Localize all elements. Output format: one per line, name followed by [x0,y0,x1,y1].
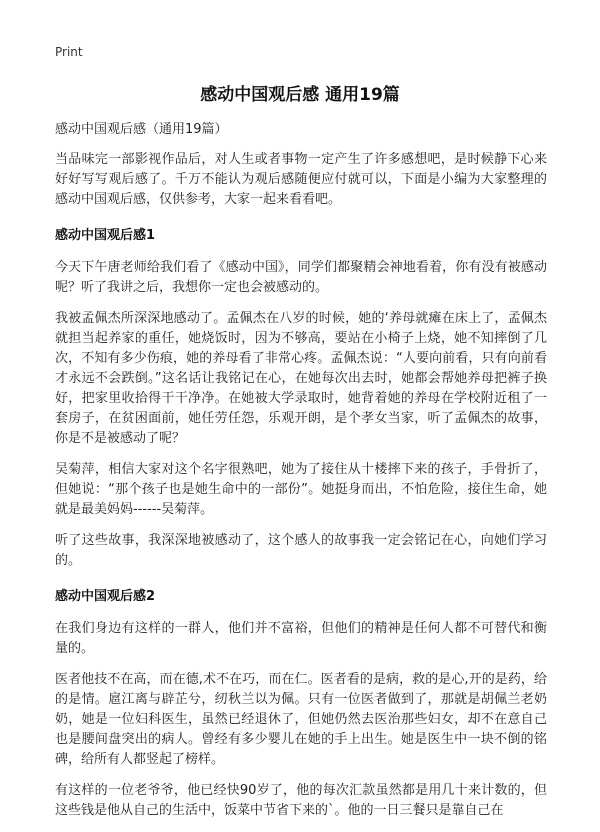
print-link[interactable]: Print [55,45,83,59]
section-1-paragraph-3: 吴菊萍，相信大家对这个名字很熟吧，她为了接住从十楼摔下来的孩子，手骨折了，但她说：“那个孩子也是她生命中的一部份”。她挺身而出，不怕危险，接住生命，她就是最美妈妈------吴菊萍。 [55,462,547,517]
section-2-paragraph-1: 在我们身边有这样的一群人，他们并不富裕，但他们的精神是任何人都不可替代和衡量的。 [55,621,547,656]
section-1-paragraph-1: 今天下午唐老师给我们看了《感动中国》，同学们都聚精会神地看着，你有没有被感动呢？听了我讲之后，我想你一定也会被感动的。 [55,260,547,295]
intro-paragraph: 当品味完一部影视作品后，对人生或者事物一定产生了许多感想吧，是时候静下心来好好写写观后感了。千万不能认为观后感随便应付就可以，下面是小编为大家整理的感动中国观后感，仅供参考，大家一起来看看吧。 [55,152,547,207]
document-subtitle: 感动中国观后感（通用19篇） [55,122,228,137]
section-1-paragraph-4: 听了这些故事，我深深地被感动了，这个感人的故事我一定会铭记在心，向她们学习的。 [55,533,547,568]
document-title: 感动中国观后感 通用19篇 [200,85,400,105]
section-2-paragraph-2: 医者他技不在高，而在德,术不在巧，而在仁。医者看的是病，救的是心,开的是药，给的是情。扈江离与辟芷兮，纫秋兰以为佩。只有一位医者做到了，那就是胡佩兰老奶奶，她是一位妇科医生，虽然已经退休了，但她仍然去医治那些妇女，却不在意自己也是腰间盘突出的病人。曾经有多少婴儿在她的手上出生。她是医生中一块不倒的铭碑，给所有人都竖起了榜样。 [55,672,547,767]
section-heading-1: 感动中国观后感1 [55,228,156,243]
section-heading-2: 感动中国观后感2 [55,589,156,604]
section-2-paragraph-3: 有这样的一位老爷爷，他已经快90岁了，他的每次汇款虽然都是用几十来计数的，但这些钱是他从自己的生活中，饭菜中节省下来的`。他的一日三餐只是靠自己在 [55,783,547,818]
section-1-paragraph-2: 我被孟佩杰所深深地感动了。孟佩杰在八岁的时候，她的‘养母就瘫在床上了，孟佩杰就担当起养家的重任，她烧饭时，因为不够高，要站在小椅子上烧，她不知摔倒了几次，不知有多少伤痕，她的养母看了非常心疼。孟佩杰说：“人要向前看，只有向前看才永远不会跌倒。”这名话让我铭记在心，在她每次出去时，她都会帮她养母把裤子换好，把家里收拾得干干净净。在她被大学录取时，她背着她的养母在学校附近租了一套房子，在贫困面前，她任劳任怨，乐观开朗，是个孝女当家，听了孟佩杰的故事，你是不是被感动了呢？ [55,311,547,446]
document-body [55,120,547,832]
